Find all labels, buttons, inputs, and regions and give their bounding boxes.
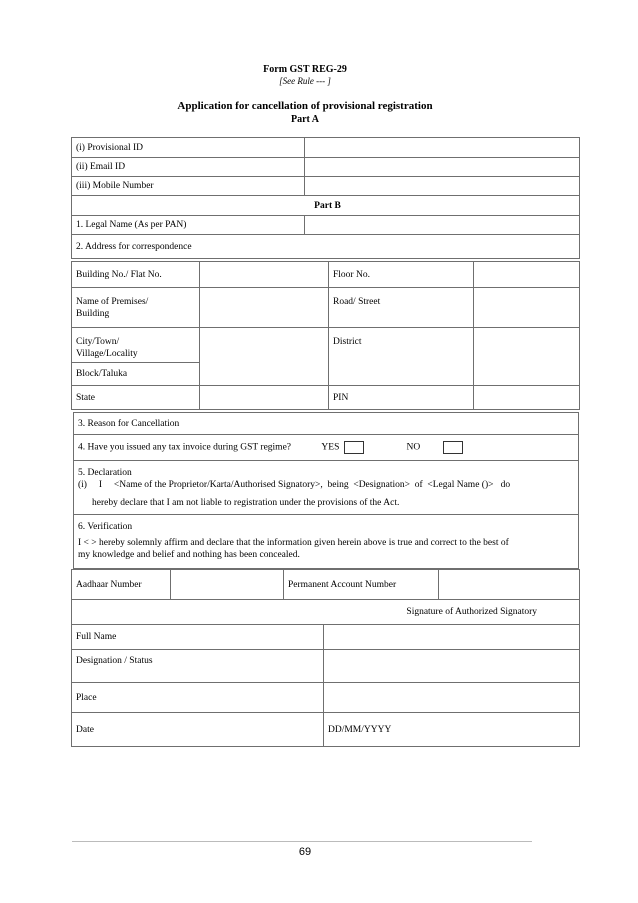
declaration-section	[74, 461, 579, 515]
mobile-number-field[interactable]	[305, 177, 580, 196]
city-field[interactable]	[200, 328, 329, 386]
floor-field[interactable]	[474, 262, 580, 288]
legal-name-label: 1. Legal Name (As per PAN)	[72, 216, 305, 235]
signature-label: Signature of Authorized Signatory	[72, 600, 580, 625]
state-label: State	[72, 386, 200, 410]
date-label: Date	[72, 713, 324, 747]
no-label: NO	[406, 442, 421, 453]
form-number: Form GST REG-29	[263, 64, 347, 75]
place-label: Place	[72, 683, 324, 713]
signatory-table	[71, 599, 580, 747]
city-label-line1: City/Town/	[76, 337, 120, 347]
premises-label-line1: Name of Premises/	[76, 297, 149, 307]
district-label: District	[329, 328, 474, 386]
email-id-field[interactable]	[305, 158, 580, 177]
building-field[interactable]	[200, 262, 329, 288]
declaration-text-line1: (i) I <Name of the Proprietor/Karta/Authorised Signatory>, being <Designation> of <Legal Name ()> do	[78, 480, 511, 490]
part-a-b-table	[71, 137, 580, 259]
tax-invoice-row	[74, 435, 579, 461]
state-field[interactable]	[200, 386, 329, 410]
email-id-label: (ii) Email ID	[72, 158, 305, 177]
aadhaar-field[interactable]	[171, 570, 284, 600]
district-field[interactable]	[474, 328, 580, 386]
date-field[interactable]: DD/MM/YYYY	[324, 713, 580, 747]
mobile-number-label: (iii) Mobile Number	[72, 177, 305, 196]
block-label: Block/Taluka	[72, 363, 200, 386]
footer-divider	[72, 841, 532, 842]
full-name-label: Full Name	[72, 625, 324, 650]
full-name-field[interactable]	[324, 625, 580, 650]
address-heading: 2. Address for correspondence	[72, 235, 580, 259]
road-label: Road/ Street	[329, 288, 474, 328]
pin-field[interactable]	[474, 386, 580, 410]
city-label	[72, 328, 200, 363]
yes-label: YES	[321, 442, 340, 453]
verification-section	[74, 515, 579, 569]
no-checkbox[interactable]	[443, 441, 463, 454]
premises-field[interactable]	[200, 288, 329, 328]
designation-label: Designation / Status	[72, 650, 324, 683]
address-table	[71, 261, 580, 410]
legal-name-field[interactable]	[305, 216, 580, 235]
road-field[interactable]	[474, 288, 580, 328]
declaration-text-line2: hereby declare that I am not liable to registration under the provisions of the Act.	[92, 498, 400, 508]
reason-label: 3. Reason for Cancellation	[74, 413, 579, 435]
verification-heading: 6. Verification	[78, 522, 133, 532]
part-a-heading: Part A	[290, 114, 320, 125]
rule-reference: [See Rule --- ]	[279, 76, 331, 86]
pin-label: PIN	[329, 386, 474, 410]
pan-label: Permanent Account Number	[284, 570, 439, 600]
premises-label	[72, 288, 200, 328]
declaration-heading: 5. Declaration	[78, 468, 132, 478]
premises-label-line2: Building	[76, 309, 110, 319]
declaration-table	[73, 412, 579, 569]
verification-text-line1: I < > hereby solemnly affirm and declare that the information given herein above is true and correct to the best of	[78, 538, 509, 548]
city-label-line2: Village/Locality	[76, 349, 138, 359]
place-field[interactable]	[324, 683, 580, 713]
tax-invoice-question: 4. Have you issued any tax invoice during GST regime?	[78, 442, 291, 453]
floor-label: Floor No.	[329, 262, 474, 288]
part-b-heading: Part B	[72, 196, 580, 216]
id-numbers-table	[71, 569, 580, 600]
form-title: Application for cancellation of provisional registration	[177, 100, 433, 112]
designation-field[interactable]	[324, 650, 580, 683]
pan-field[interactable]	[439, 570, 580, 600]
provisional-id-label: (i) Provisional ID	[72, 138, 305, 158]
yes-checkbox[interactable]	[344, 441, 364, 454]
verification-text-line2: my knowledge and belief and nothing has been concealed.	[78, 550, 300, 560]
page-number: 69	[298, 846, 312, 858]
provisional-id-field[interactable]	[305, 138, 580, 158]
aadhaar-label: Aadhaar Number	[72, 570, 171, 600]
building-label: Building No./ Flat No.	[72, 262, 200, 288]
